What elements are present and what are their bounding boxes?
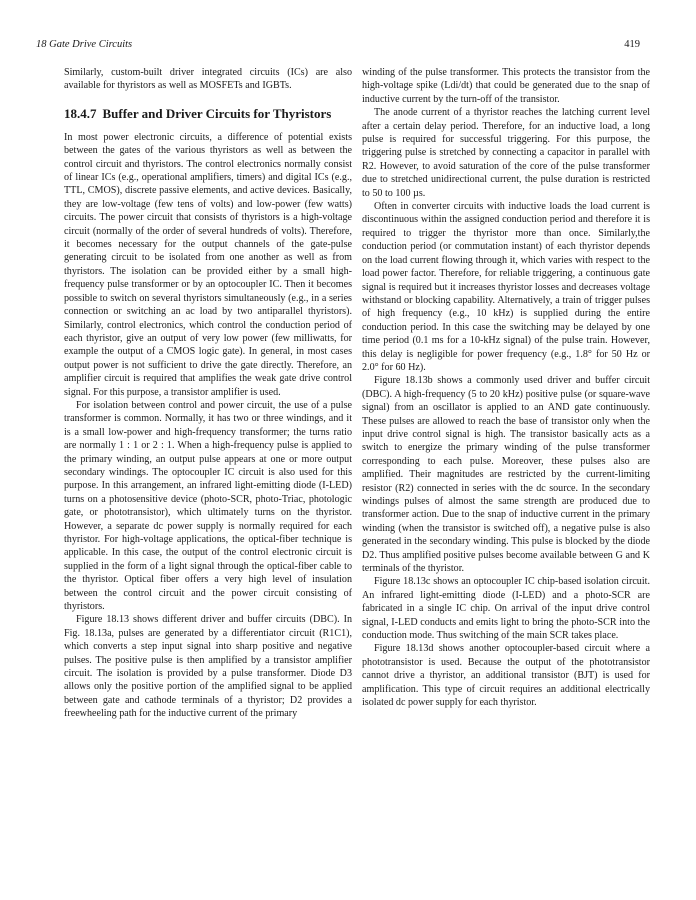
body-paragraph: For isolation between control and power circuit, the use of a pulse transformer is common. Normally, it has two or three windings, and it is a small low-power and high-frequency transformer; the turns ratio are normally 1 : 1 or 2 : 1. When a high-frequency pulse is applied to the primary winding, an output pulse appears at one or more output secondary windings. The optocoupler IC circuit is also used for this purpose. In this arrangement, an infrared light-emitting diode (I-LED) turns on a photosensitive device (photo-SCR, photo-Triac, photologic gate, or phototransistor), which ultimately turns on the thyristor. However, a separate dc power supply is normally required for each thyristor. For high-voltage applications, the optical-fiber technique is applicable. In this case, the output of the control electronic circuit is supplied in the form of a light signal through the optical-fiber cable to the thyristor. Optical fiber offers a very high level of insulation between the control circuit and the power circuit consisting of thyristors. (64, 399, 352, 613)
body-paragraph: In most power electronic circuits, a difference of potential exists between the gates of the various thyristors as well as between the control circuit and thyristors. The control electronics normally consist of linear ICs (e.g., operational amplifiers, timers) and digital ICs (e.g., TTL, CMOS), discrete passive elements, and active devices. Basically, they are low-voltage (few tens of volts) and low-power (few watts) circuits. The power circuit that consists of thyristors is a high-voltage circuit (normally of the order of several hundreds of volts). Therefore, it becomes necessary for the output channels of the gate-pulse generating circuit to be isolated from one another as well as from thyristors. The isolation can be provided either by a small high-frequency pulse transformer or by an optocoupler IC. Then it becomes possible to switch on several thyristors simultaneously (e.g., in a series connection or switching an ac load by two antiparallel thyristors). Similarly, control electronics, which control the conduction period of each thyristor, give an output of very low power (few milliwatts, for example the output of a CMOS logic gate). In general, in most cases output power is not sufficient to drive the gate directly. Therefore, an amplifier circuit is required that amplifies the weak gate drive control signal. For this purpose, a transistor amplifier is used. (64, 131, 352, 398)
body-paragraph: Figure 18.13d shows another optocoupler-based circuit where a phototransistor is used. Because the output of the phototransistor cannot drive a thyristor, an additional transistor (BJT) is used for amplification. This type of circuit requires an additional electrically isolated dc power supply for each thyristor. (362, 643, 650, 709)
section-heading (64, 106, 352, 122)
running-header (36, 39, 640, 53)
intro-paragraph: Similarly, custom-built driver integrated circuits (ICs) are also available for thyristors as well as MOSFETs and IGBTs. (64, 67, 352, 92)
body-paragraph: Figure 18.13b shows a commonly used driver and buffer circuit (DBC). A high-frequency (5 to 20 kHz) positive pulse (or square-wave signal) from an oscillator is applied to an AND gate continuously. These pulses are allowed to reach the base of transistor only when the input drive control signal is high. The transistor basically acts as a switch to energize the primary winding of the pulse transformer corresponding to each pulse. Moreover, these pulses also are amplified. Their magnitudes are restricted by the current-limiting resistor (R2) connected in series with the dc source. In the secondary windings pulses of almost the same strength are produced due to transformer action. Due to the snap of inductive current in the primary winding (when the transistor is switched off), a negative pulse is also generated in the secondary winding. This pulse is blocked by the diode D2. Thus amplified positive pulses become available between G and K terminals of the thyristor. (362, 375, 650, 575)
right-column (362, 66, 650, 710)
page-number: 419 (624, 39, 640, 50)
body-paragraph: The anode current of a thyristor reaches the latching current level after a certain delay period. Therefore, for an inductive load, a long pulse is required for successful triggering. For this purpose, the triggering pulse is stretched by connecting a capacitor in parallel with R2. However, to avoid saturation of the core of the pulse transformer due to stretched unidirectional current, the pulse duration is restricted to 50 to 100 µs. (362, 107, 650, 199)
left-column (64, 66, 352, 721)
running-title: 18 Gate Drive Circuits (36, 39, 133, 50)
section-title: Buffer and Driver Circuits for Thyristors (102, 105, 332, 121)
body-paragraph: Figure 18.13c shows an optocoupler IC chip-based isolation circuit. An infrared light-emitting diode (I-LED) and a photo-SCR are fabricated in a single IC chip. On arrival of the input drive control signal, I-LED conducts and emits light to bring the photo-SCR into the conduction mode. Thus switching of the main SCR takes place. (362, 576, 650, 642)
continued-paragraph: winding of the pulse transformer. This protects the transistor from the high-voltage spike (Ldi/dt) that could be generated due to the snap of inductive current by the turn-off of the transistor. (362, 67, 650, 105)
section-number: 18.4.7 (64, 105, 97, 121)
body-paragraph: Often in converter circuits with inductive loads the load current is discontinuous within the assigned conduction period and therefore it is required to trigger the thyristor more than once. Similarly,the conduction period (or commutation instant) of each thyristor depends on the load current flowing through it, which varies with respect to the load power factor. Therefore, for reliable triggering, a continuous gate signal is required but it increases thyristor losses and decreases voltage withstand or blocking capability. Alternatively, a train of trigger pulses of high frequency (e.g., 10 kHz) is supplied during the entire conduction period. In this case the switching may be delayed by one time period (0.1 ms for a 10-kHz signal) of the pulse train. However, this delay is negligible for power frequency (e.g., 1.8° for 50 Hz or 2.0° for 60 Hz). (362, 201, 650, 373)
body-paragraph: Figure 18.13 shows different driver and buffer circuits (DBC). In Fig. 18.13a, pulses are generated by a differentiator circuit (R1C1), which converts a step input signal into sharp positive and negative pulses. The positive pulse is then amplified by a transistor amplifier circuit. The isolation is provided by a pulse transformer. Diode D3 allows only the positive portion of the amplified signal to be applied between gate and cathode terminals of a thyristor; D2 provides a freewheeling path for the inductive current of the primary (64, 614, 352, 720)
